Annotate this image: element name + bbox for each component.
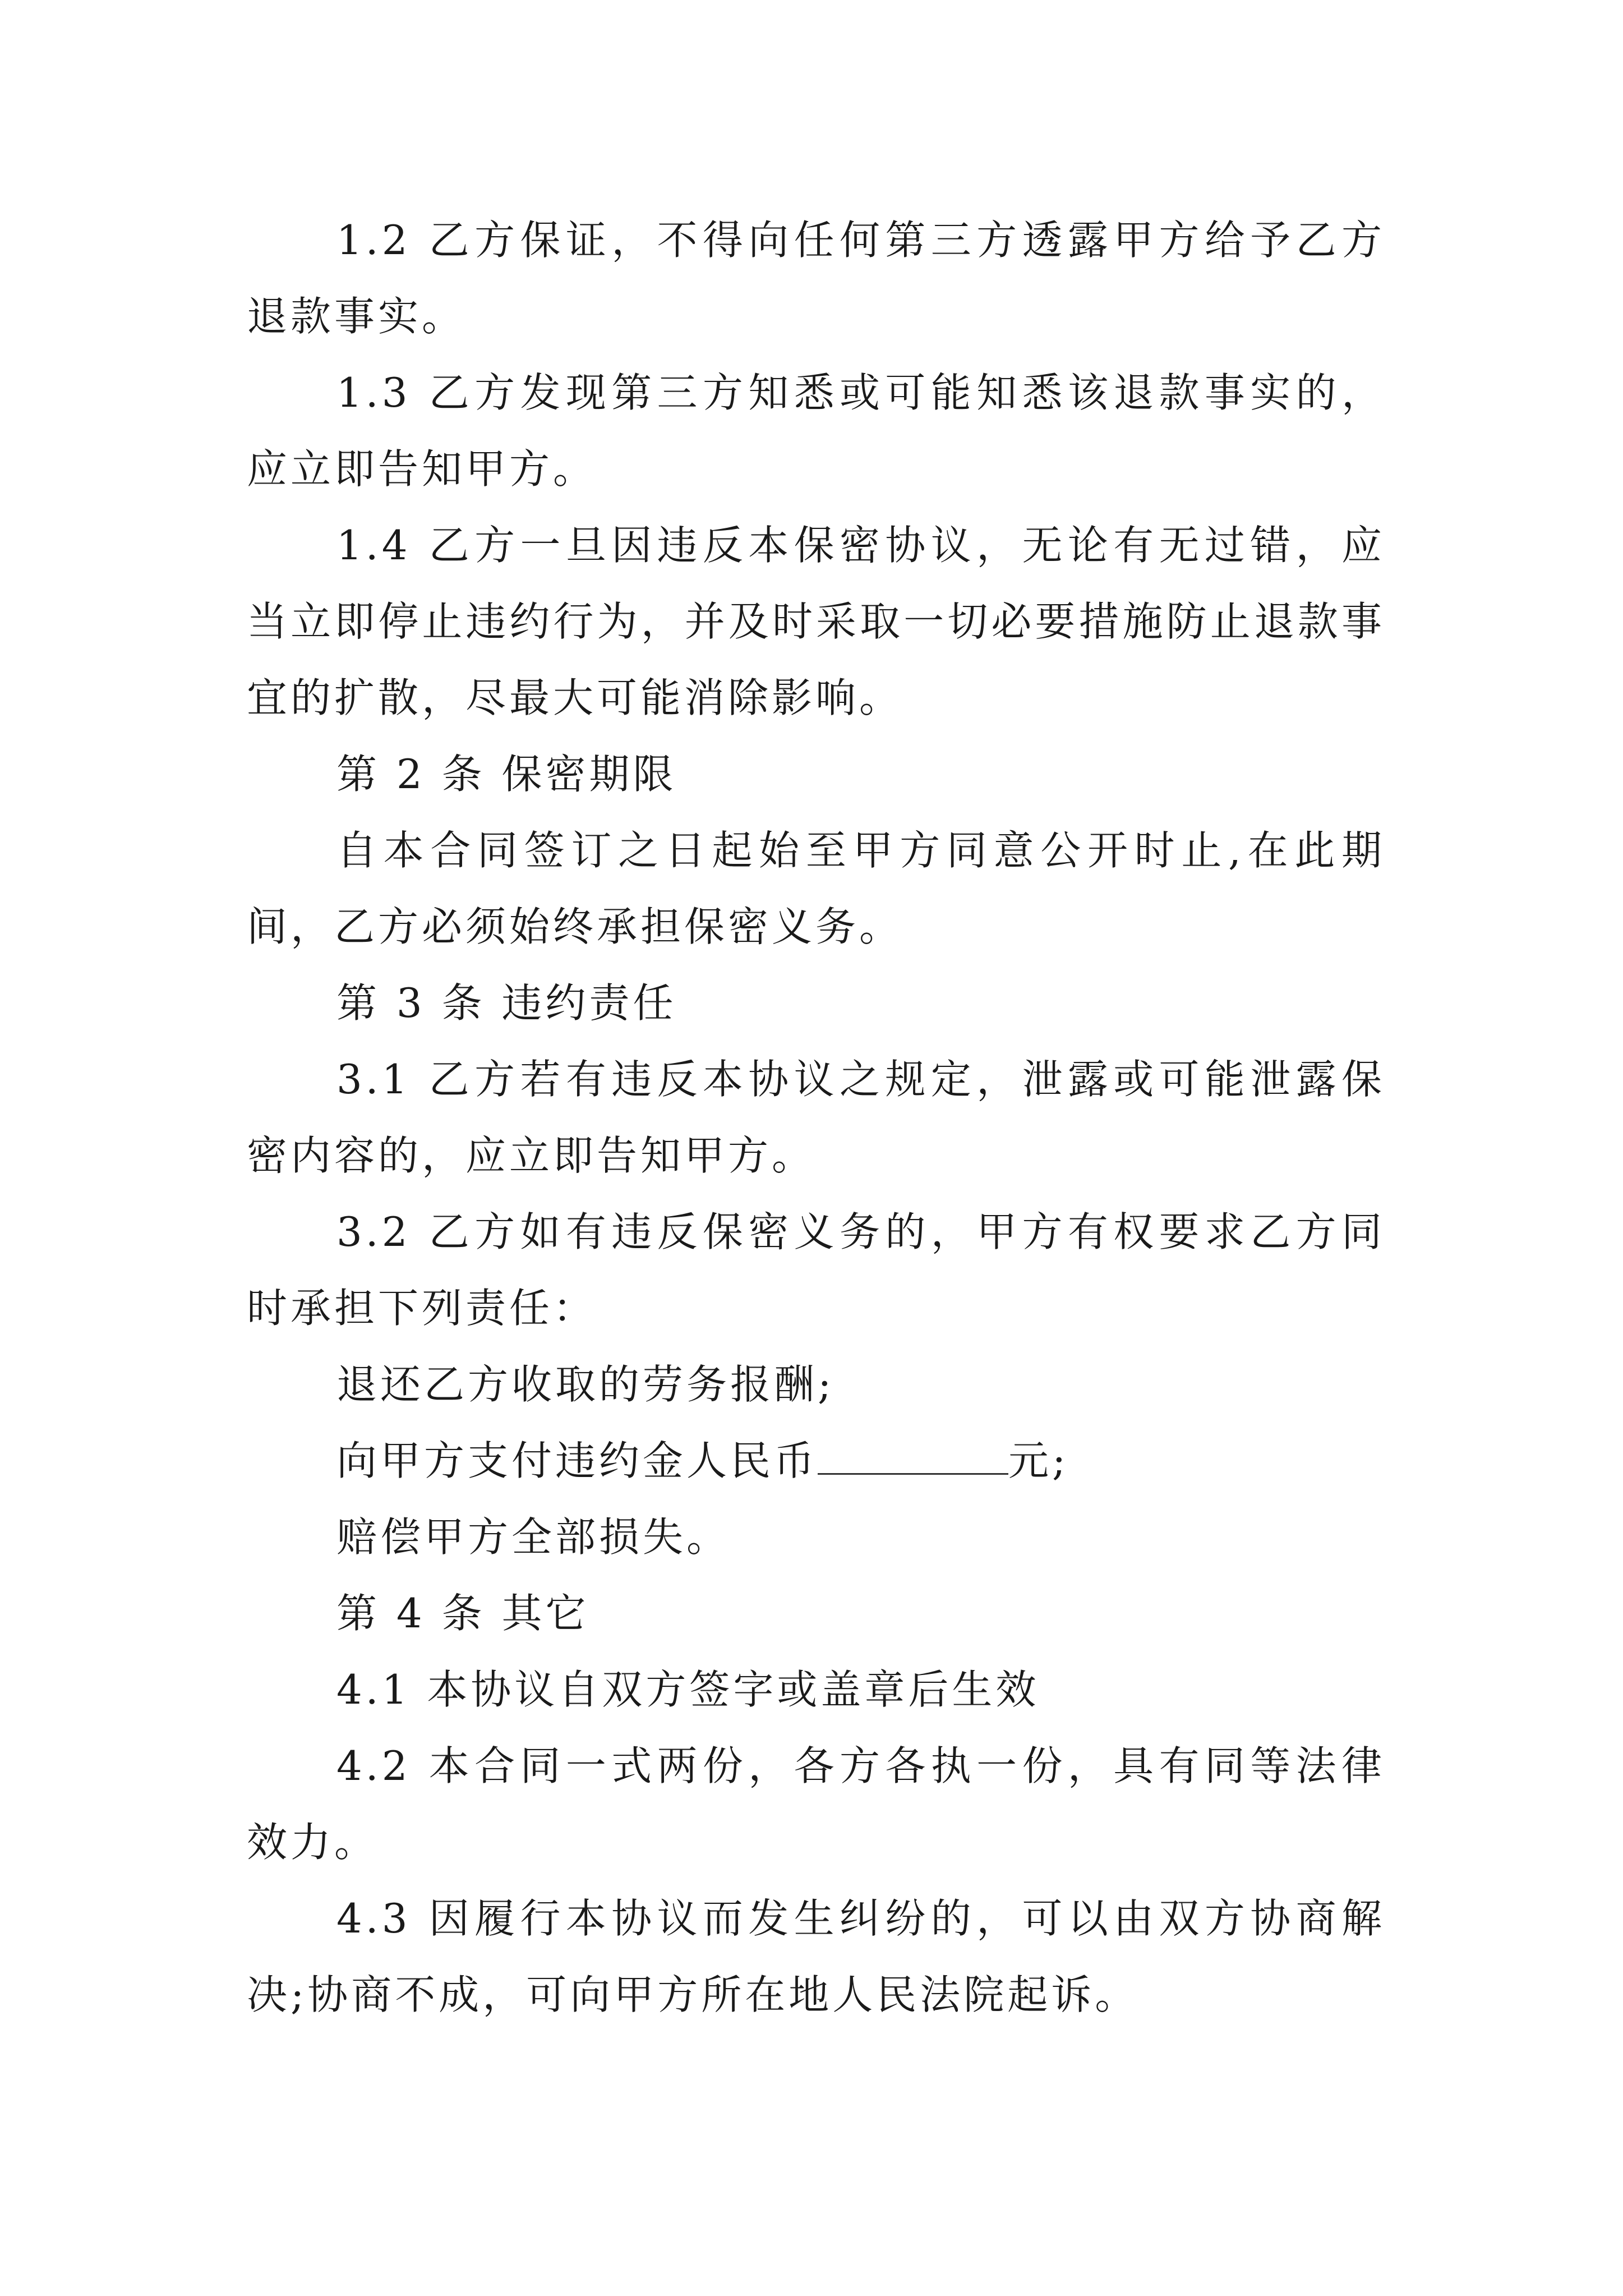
article-3-heading: 第 3 条 违约责任 xyxy=(336,979,677,1027)
article-4-heading: 第 4 条 其它 xyxy=(336,1590,589,1637)
clause-4-1: 4.1 本协议自双方签字或盖章后生效 xyxy=(336,1666,1040,1713)
penalty-text: 向甲方支付违约金人民币 xyxy=(336,1437,818,1484)
penalty-amount-blank xyxy=(818,1439,1008,1475)
clause-1-2: 1.2 乙方保证，不得向任何第三方透露甲方给予乙方退款事实。 xyxy=(247,217,1385,340)
document-body xyxy=(247,202,1385,2033)
clause-3-2: 3.2 乙方如有违反保密义务的，甲方有权要求乙方同时承担下列责任： xyxy=(247,1208,1385,1332)
liability-item-penalty xyxy=(247,1423,1385,1499)
clause-4-3: 4.3 因履行本协议而发生纠纷的，可以由双方协商解决;协商不成，可向甲方所在地人民法院起诉。 xyxy=(247,1895,1385,2018)
clause-3-1: 3.1 乙方若有违反本协议之规定，泄露或可能泄露保密内容的，应立即告知甲方。 xyxy=(247,1056,1385,1179)
clause-1-3: 1.3 乙方发现第三方知悉或可能知悉该退款事实的，应立即告知甲方。 xyxy=(247,369,1385,493)
penalty-unit: 元; xyxy=(1008,1437,1069,1484)
liability-item-refund: 退还乙方收取的劳务报酬; xyxy=(336,1361,835,1408)
clause-1-4: 1.4 乙方一旦因违反本保密协议，无论有无过错，应当立即停止违约行为，并及时采取一切必要措施防止退款事宜的扩散，尽最大可能消除影响。 xyxy=(247,522,1385,721)
confidentiality-period: 自本合同签订之日起始至甲方同意公开时止,在此期间，乙方必须始终承担保密义务。 xyxy=(247,827,1385,950)
clause-4-2: 4.2 本合同一式两份，各方各执一份，具有同等法律效力。 xyxy=(247,1742,1385,1866)
liability-item-compensation: 赔偿甲方全部损失。 xyxy=(336,1513,731,1561)
article-2-heading: 第 2 条 保密期限 xyxy=(336,751,677,798)
